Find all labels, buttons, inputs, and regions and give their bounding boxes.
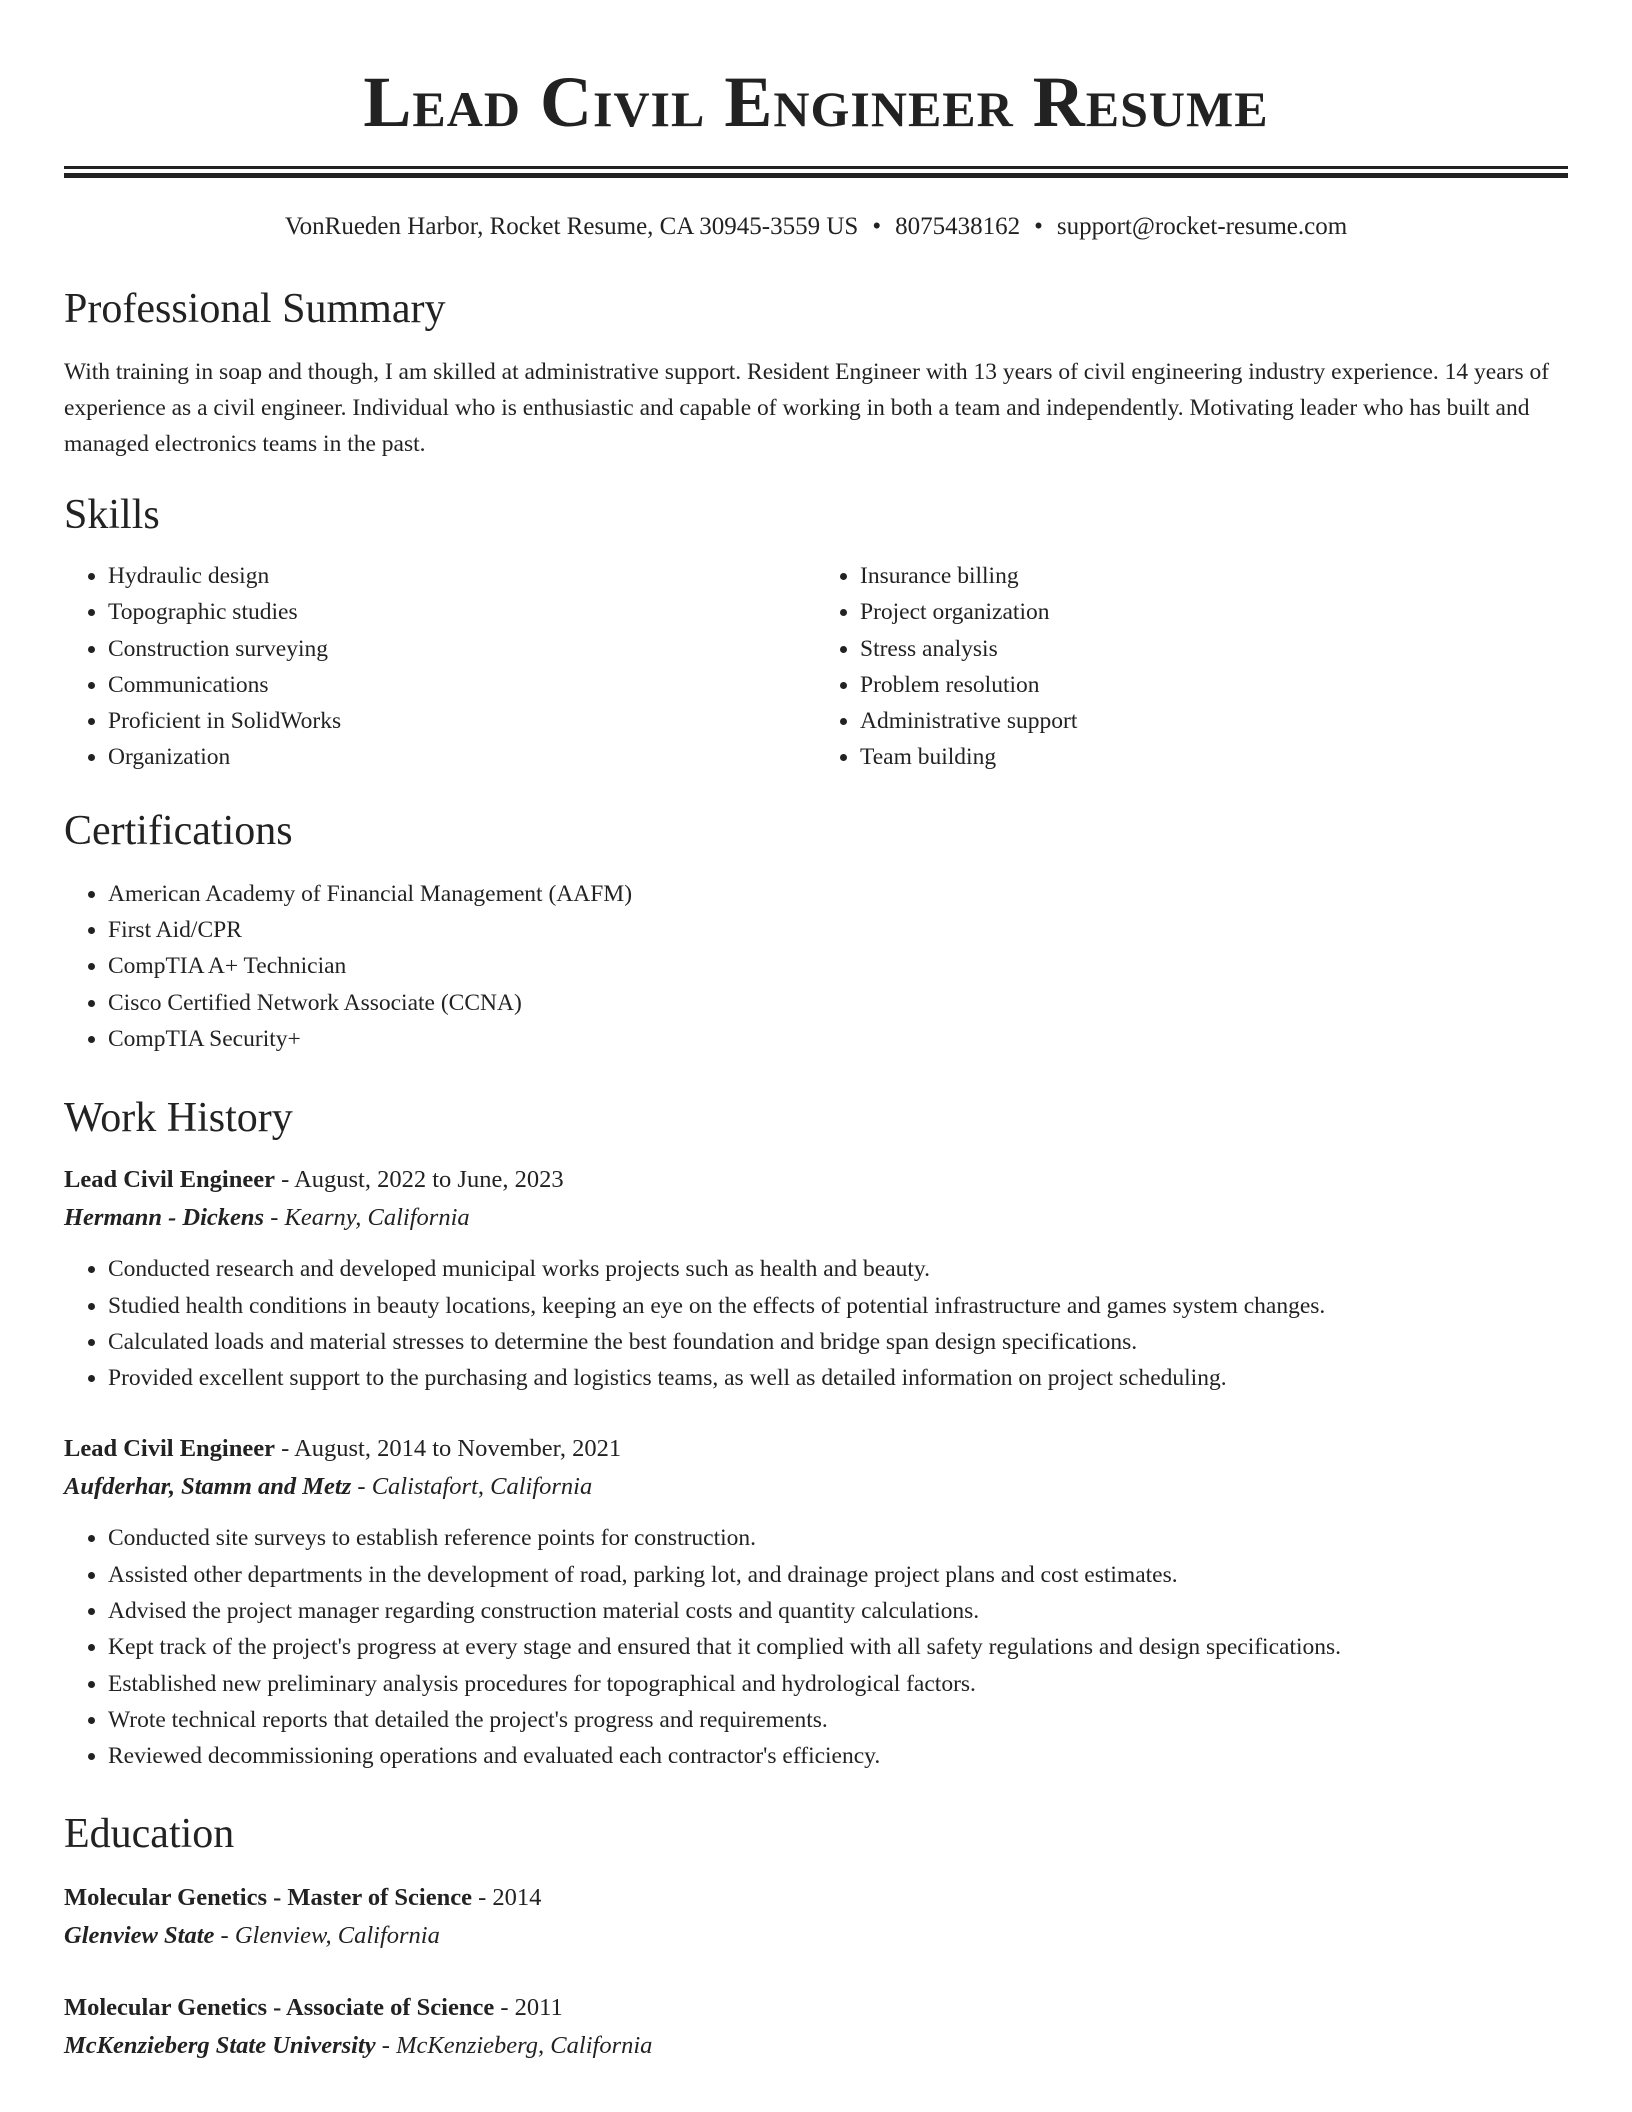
skill-item: • Stress analysis <box>860 631 1568 667</box>
certification-item: • CompTIA Security+ <box>108 1021 1568 1057</box>
contact-separator: • <box>1034 213 1043 240</box>
job-entry <box>64 1430 1568 1774</box>
education-entry <box>64 1989 1568 2065</box>
skills-list-left <box>64 558 816 776</box>
job-bullet: • Conducted research and developed municipal works projects such as health and beauty. <box>108 1251 1568 1287</box>
job-bullet: • Studied health conditions in beauty locations, keeping an eye on the effects of potential infrastructure and games system changes. <box>108 1288 1568 1324</box>
skill-item: • Communications <box>108 667 816 703</box>
company-name: Hermann - Dickens <box>64 1204 265 1232</box>
contact-line <box>64 210 1568 244</box>
company-line <box>64 1199 1568 1237</box>
certification-item: • American Academy of Financial Management (AAFM) <box>108 876 1568 912</box>
degree-line <box>64 1879 1568 1917</box>
certifications-heading: Certifications <box>64 807 293 854</box>
job-bullet: • Assisted other departments in the development of road, parking lot, and drainage project plans and cost estimates. <box>108 1557 1568 1593</box>
dash: - <box>357 1473 366 1501</box>
job-title-line <box>64 1430 1568 1468</box>
skill-item: • Team building <box>860 739 1568 775</box>
job-bullet: • Calculated loads and material stresses to determine the best foundation and bridge span design specifications. <box>108 1324 1568 1360</box>
work-history-heading: Work History <box>64 1095 293 1142</box>
skill-item: • Project organization <box>860 594 1568 630</box>
job-bullet: • Established new preliminary analysis procedures for topographical and hydrological factors. <box>108 1666 1568 1702</box>
education-entry <box>64 1879 1568 1955</box>
skill-item: • Administrative support <box>860 703 1568 739</box>
school-line <box>64 2027 1568 2065</box>
dash: - <box>281 1435 290 1463</box>
school-line <box>64 1917 1568 1955</box>
job-dates: August, 2014 to November, 2021 <box>294 1435 622 1463</box>
job-title-line <box>64 1161 1568 1199</box>
school-name: McKenzieberg State University <box>64 2031 376 2059</box>
skills-list-right <box>816 558 1568 776</box>
contact-email: support@rocket-resume.com <box>1056 213 1348 240</box>
certification-item: • First Aid/CPR <box>108 912 1568 948</box>
company-line <box>64 1468 1568 1506</box>
contact-separator: • <box>872 213 882 240</box>
skill-item: • Organization <box>108 739 816 775</box>
degree-year: 2014 <box>492 1883 542 1911</box>
school-location: Glenview, California <box>234 1921 440 1949</box>
company-name: Aufderhar, Stamm and Metz <box>64 1473 352 1501</box>
resume-title: Lead Civil Engineer Resume <box>363 62 1269 142</box>
dash: - <box>478 1883 487 1911</box>
degree-name: Molecular Genetics - Master of Science <box>64 1883 472 1911</box>
job-title: Lead Civil Engineer <box>64 1435 275 1463</box>
skills-grid <box>64 558 1568 776</box>
school-location: McKenzieberg, California <box>396 2031 653 2059</box>
dash: - <box>500 1993 509 2021</box>
degree-year: 2011 <box>514 1993 563 2021</box>
job-bullet: • Wrote technical reports that detailed the project's progress and requirements. <box>108 1702 1568 1738</box>
dash: - <box>381 2031 390 2059</box>
job-bullet: • Advised the project manager regarding construction material costs and quantity calculations. <box>108 1593 1568 1629</box>
skill-item: • Insurance billing <box>860 558 1568 594</box>
education-heading: Education <box>64 1810 235 1857</box>
title-divider <box>64 166 1568 178</box>
job-dates: August, 2022 to June, 2023 <box>294 1166 564 1194</box>
job-title: Lead Civil Engineer <box>64 1166 275 1194</box>
skills-heading: Skills <box>64 492 160 538</box>
skill-item: • Topographic studies <box>108 594 816 630</box>
summary-text: With training in soap and though, I am skilled at administrative support. Resident Engineer with 13 years of civil engineering industry experience. 14 years of experience as a civil engineer. Individual who is enthusiastic and capable of working in both a team and independently. Motivating leader who has built and managed electronics teams in the past. <box>64 359 1550 457</box>
contact-phone: 8075438162 <box>895 213 1021 240</box>
contact-address: VonRueden Harbor, Rocket Resume, CA 30945-3559 US <box>284 213 859 240</box>
job-bullets <box>64 1520 1568 1774</box>
degree-name: Molecular Genetics - Associate of Science <box>64 1993 495 2021</box>
skill-item: • Problem resolution <box>860 667 1568 703</box>
company-location: Kearny, California <box>284 1204 470 1232</box>
degree-line <box>64 1989 1568 2027</box>
skill-item: • Construction surveying <box>108 631 816 667</box>
certification-item: • Cisco Certified Network Associate (CCNA) <box>108 985 1568 1021</box>
job-bullet: • Conducted site surveys to establish reference points for construction. <box>108 1520 1568 1556</box>
job-entry <box>64 1161 1568 1396</box>
certifications-list <box>64 876 1568 1057</box>
dash: - <box>220 1921 229 1949</box>
job-bullet: • Reviewed decommissioning operations and evaluated each contractor's efficiency. <box>108 1738 1568 1774</box>
dash: - <box>270 1204 279 1232</box>
skill-item: • Proficient in SolidWorks <box>108 703 816 739</box>
dash: - <box>281 1166 290 1194</box>
job-bullets <box>64 1251 1568 1396</box>
company-location: Calistafort, California <box>371 1473 593 1501</box>
summary-heading: Professional Summary <box>64 286 446 332</box>
school-name: Glenview State <box>64 1921 215 1949</box>
certification-item: • CompTIA A+ Technician <box>108 948 1568 984</box>
skill-item: • Hydraulic design <box>108 558 816 594</box>
job-bullet: • Provided excellent support to the purchasing and logistics teams, as well as detailed information on project scheduling. <box>108 1360 1568 1396</box>
job-bullet: • Kept track of the project's progress at every stage and ensured that it complied with all safety regulations and design specifications. <box>108 1629 1568 1665</box>
